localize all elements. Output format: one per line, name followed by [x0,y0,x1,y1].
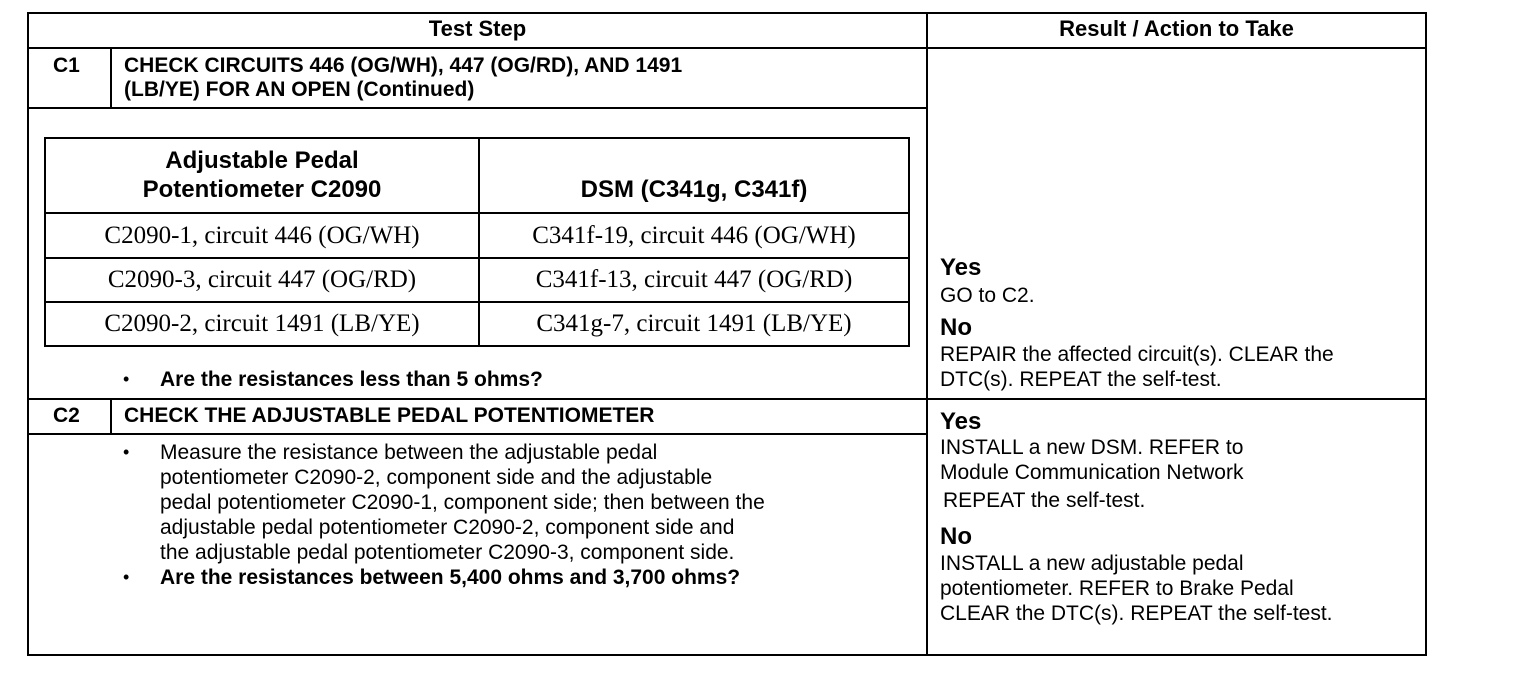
c2-instruction-line: pedal potentiometer C2090-1, component side; then between the [160,491,765,514]
pinout-row-divider [46,257,908,259]
c2-no-text [940,551,1333,626]
c2-question: Are the resistances between 5,400 ohms and 3,700 ohms? [160,566,741,589]
c2-yes-line: Module Communication Network [940,461,1244,484]
pinout-row-divider [46,301,908,303]
pinout-col2-header: DSM (C341g, C341f) [580,176,808,203]
step-title-c1 [124,54,682,102]
c2-yes-line: INSTALL a new DSM. REFER to [940,436,1244,459]
c1-yes-label: Yes [940,254,982,281]
pinout-cell: C2090-2, circuit 1491 (LB/YE) [104,310,420,337]
c2-no-line: CLEAR the DTC(s). REPEAT the self-test. [940,602,1333,625]
step-title-c1-line2: (LB/YE) FOR AN OPEN (Continued) [124,78,475,101]
pinout-cell: C2090-1, circuit 446 (OG/WH) [104,222,420,249]
c1-question: Are the resistances less than 5 ohms? [160,368,543,391]
step-divider [27,398,1427,400]
c2-yes-text [940,435,1243,513]
c2-instruction-line: adjustable pedal potentiometer C2090-2, component side and [160,516,735,539]
pinout-cell: C341f-13, circuit 447 (OG/RD) [535,266,853,293]
c2-no-line: potentiometer. REFER to Brake Pedal [940,577,1294,600]
c2-title-divider [27,433,927,435]
step-id-c1: C1 [53,54,80,77]
header-result-action: Result / Action to Take [1059,16,1294,41]
pinout-cell: C341f-19, circuit 446 (OG/WH) [532,222,856,249]
bullet-icon: • [123,442,130,462]
c2-yes-line: REPEAT the self-test. [943,489,1146,512]
c2-instruction-line: Measure the resistance between the adjustable pedal [160,441,658,464]
c2-instruction-line: the adjustable pedal potentiometer C2090-3, component side. [160,541,735,564]
pinout-col1-header-line1: Adjustable Pedal [165,147,359,174]
c1-yes-text: GO to C2. [940,284,1035,307]
c1-no-text-line2: DTC(s). REPEAT the self-test. [940,368,1222,391]
pinout-cell: C341g-7, circuit 1491 (LB/YE) [536,310,852,337]
pinout-cell: C2090-3, circuit 447 (OG/RD) [107,266,417,293]
header-test-step: Test Step [428,16,527,41]
c2-instruction [160,440,765,565]
c2-id-divider [110,398,112,434]
c2-no-label: No [940,523,972,550]
c1-title-divider [27,107,927,109]
c1-id-divider [110,47,112,108]
c2-no-line: INSTALL a new adjustable pedal [940,552,1244,575]
c2-yes-label: Yes [940,408,982,435]
step-title-c1-line1: CHECK CIRCUITS 446 (OG/WH), 447 (OG/RD), AND 1491 [124,54,683,77]
bullet-icon: • [123,369,130,389]
header-divider [27,47,1427,49]
c1-no-label: No [940,314,972,341]
c1-no-text-line1: REPAIR the affected circuit(s). CLEAR the [940,343,1334,366]
step-id-c2: C2 [53,404,80,427]
c1-no-text [940,342,1334,392]
pinout-col1-header-line2: Potentiometer C2090 [142,176,382,203]
pinout-table [44,137,910,347]
c2-instruction-line: potentiometer C2090-2, component side and the adjustable [160,466,713,489]
pinout-header-divider [46,212,908,214]
step-title-c2: CHECK THE ADJUSTABLE PEDAL POTENTIOMETER [124,404,655,427]
pinout-col1-header [46,146,478,204]
bullet-icon: • [123,567,130,587]
